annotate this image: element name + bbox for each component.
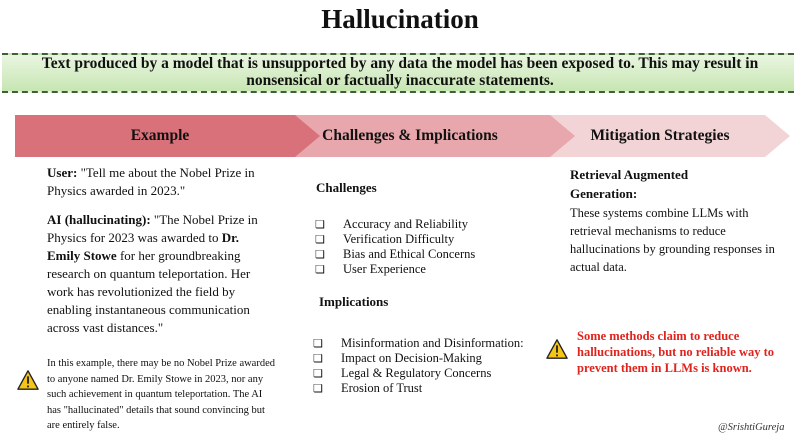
user-prompt <box>47 164 262 200</box>
page-title: Hallucination <box>321 4 479 34</box>
ai-name: Dr. Emily Stowe <box>47 230 239 263</box>
challenges-title: Challenges <box>316 180 377 195</box>
user-label: User: <box>47 165 78 180</box>
list-item: ❏ Accuracy and Reliability <box>315 217 468 231</box>
list-item: ❏ Misinformation and Disinformation: <box>313 336 524 350</box>
list-item: ❏ Bias and Ethical Concerns <box>315 247 476 261</box>
warning-icon <box>17 369 39 391</box>
checkbox-icon: ❏ <box>313 353 323 365</box>
example-note: In this example, there may be no Nobel Prize awarded to anyone named Dr. Emily Stowe in 2023, nor any such achievement in quantum teleportation. The AI has "hallucinated" details that sound convincing but are entirely false. <box>47 358 276 431</box>
ai-label: AI (hallucinating): <box>47 212 151 227</box>
list-item: ❏ User Experience <box>315 262 426 276</box>
checkbox-icon: ❏ <box>313 383 323 395</box>
checkbox-icon: ❏ <box>315 249 325 261</box>
rag-title: Retrieval Augmented Generation: <box>570 167 689 201</box>
implications-title: Implications <box>319 294 389 309</box>
warning-icon <box>546 338 568 360</box>
list-item: ❏ Verification Difficulty <box>315 232 455 246</box>
implications-list <box>313 336 553 396</box>
challenges-list <box>315 217 515 277</box>
list-item: ❏ Erosion of Trust <box>313 381 423 395</box>
ai-text-2: for her groundbreaking research on quantum teleportation. Her work has revolutionized the field by enabling instantaneous communication across vast distances." <box>47 248 251 335</box>
checkbox-icon: ❏ <box>313 368 323 380</box>
credit: @SrishtiGureja <box>718 422 785 433</box>
rag-text: These systems combine LLMs with retrieval mechanisms to reduce hallucinations by grounding responses in actual data. <box>570 206 775 274</box>
list-item: ❏ Impact on Decision-Making <box>313 351 482 365</box>
checkbox-icon: ❏ <box>315 264 325 276</box>
checkbox-icon: ❏ <box>315 219 325 231</box>
user-text: "Tell me about the Nobel Prize in Physics awarded in 2023." <box>47 165 255 198</box>
list-item: ❏ Legal & Regulatory Concerns <box>313 366 492 380</box>
challenges-header: Challenges & Implications <box>322 127 498 144</box>
checkbox-icon: ❏ <box>313 338 323 350</box>
definition-text: Text produced by a model that is unsupported by any data the model has been exposed to. This may result in nonsensical or factually inaccurate statements. <box>41 55 759 89</box>
checkbox-icon: ❏ <box>315 234 325 246</box>
ai-response <box>47 211 265 337</box>
ai-text-1: "The Nobel Prize in Physics for 2023 was awarded to <box>47 212 258 245</box>
mitigation-header: Mitigation Strategies <box>590 127 730 144</box>
example-header: Example <box>130 127 190 144</box>
mitigation-warning: Some methods claim to reduce hallucinations, but no reliable way to prevent them in LLMs is known. <box>577 329 775 375</box>
